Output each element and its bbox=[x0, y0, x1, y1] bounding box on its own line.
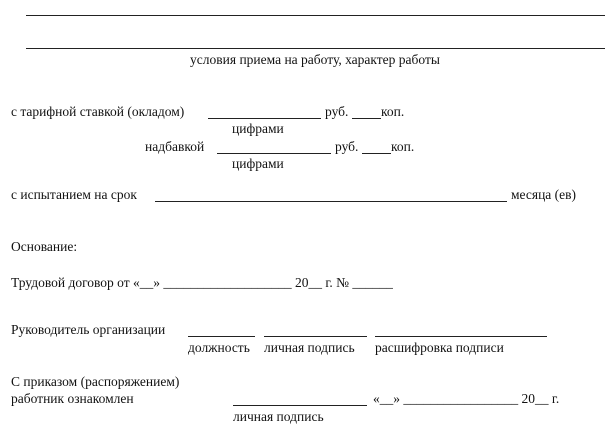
bonus-amount-blank bbox=[217, 153, 331, 154]
top-rule-2 bbox=[26, 48, 605, 49]
top-rule-1 bbox=[26, 15, 605, 16]
position-blank bbox=[188, 336, 255, 337]
acquaintance-line-1: С приказом (распоряжением) bbox=[11, 374, 180, 389]
bonus-kop-blank bbox=[362, 153, 391, 154]
signature-blank bbox=[264, 336, 367, 337]
rate-hint: цифрами bbox=[232, 121, 284, 136]
acquaintance-date: «__» _________________ 20__ г. bbox=[373, 391, 560, 406]
probation-blank bbox=[155, 201, 507, 202]
signature-hint: личная подпись bbox=[264, 340, 355, 355]
bonus-label: надбавкой bbox=[145, 139, 205, 154]
position-hint: должность bbox=[188, 340, 250, 355]
conditions-caption: условия приема на работу, характер работы bbox=[190, 52, 440, 67]
probation-label: с испытанием на срок bbox=[11, 187, 137, 202]
rate-rub-label: руб. bbox=[325, 104, 349, 119]
basis-label: Основание: bbox=[11, 239, 78, 254]
probation-unit: месяца (ев) bbox=[511, 187, 577, 202]
rate-kop-blank bbox=[352, 118, 381, 119]
employee-signature-hint: личная подпись bbox=[233, 409, 324, 424]
acquaintance-line-2: работник ознакомлен bbox=[11, 391, 134, 406]
rate-amount-blank bbox=[208, 118, 321, 119]
bonus-hint: цифрами bbox=[232, 156, 284, 171]
bonus-kop-label: коп. bbox=[391, 139, 415, 154]
bonus-rub-label: руб. bbox=[335, 139, 359, 154]
head-of-org-label: Руководитель организации bbox=[11, 322, 166, 337]
employee-signature-blank bbox=[233, 405, 367, 406]
rate-label: с тарифной ставкой (окладом) bbox=[11, 104, 185, 119]
rate-kop-label: коп. bbox=[381, 104, 405, 119]
decoding-hint: расшифровка подписи bbox=[375, 340, 504, 355]
contract-line: Трудовой договор от «__» ___________________ 20__ г. № ______ bbox=[11, 275, 393, 290]
decoding-blank bbox=[375, 336, 547, 337]
